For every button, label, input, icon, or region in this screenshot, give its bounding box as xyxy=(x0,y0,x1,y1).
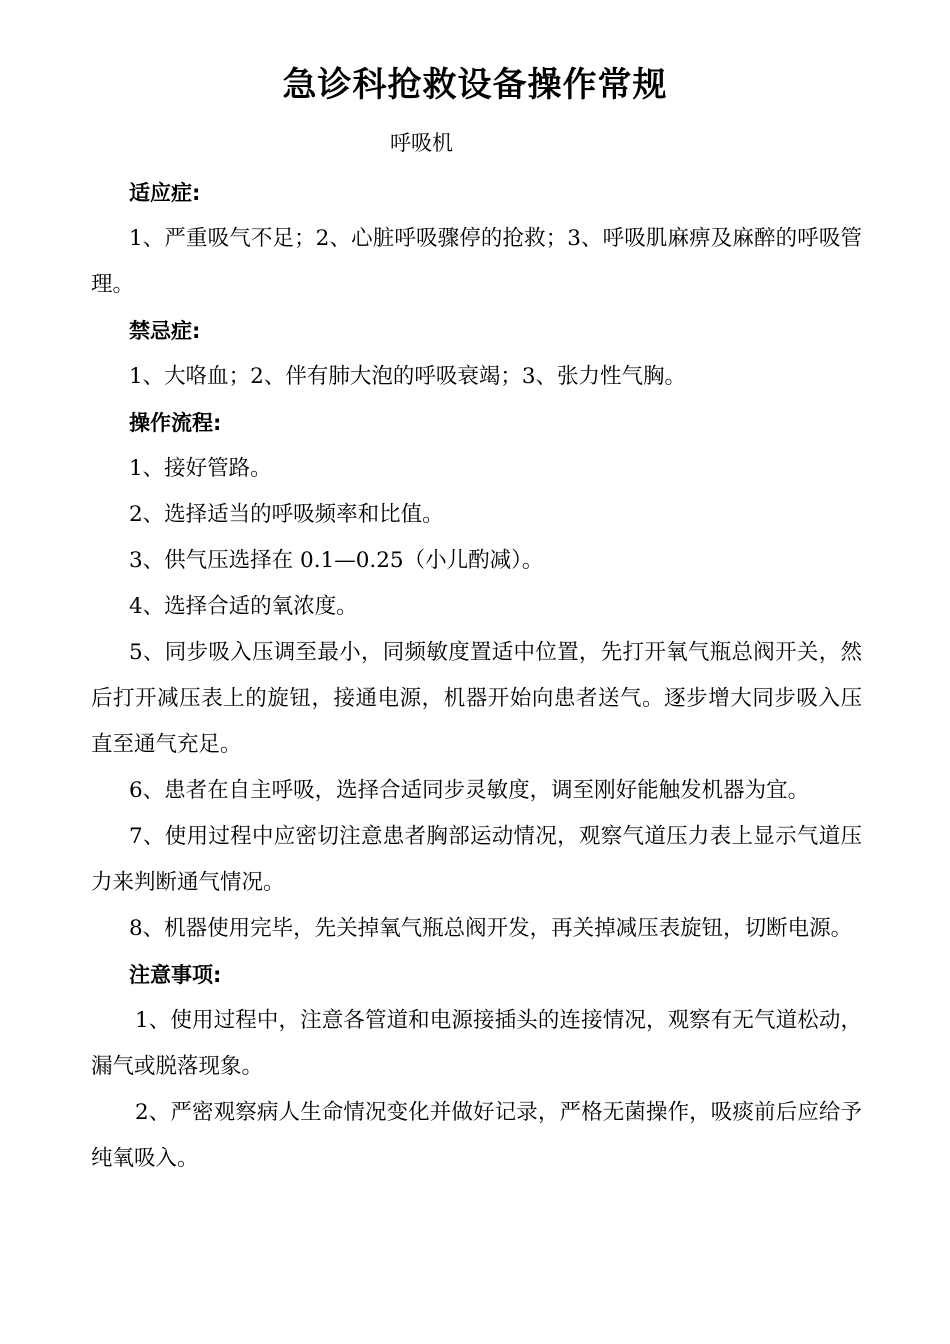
paragraph: 1、严重吸气不足；2、心脏呼吸骤停的抢救；3、呼吸肌麻痹及麻醉的呼吸管理。 xyxy=(91,226,862,297)
paragraph: 1、使用过程中，注意各管道和电源接插头的连接情况，观察有无气道松动，漏气或脱落现象。 xyxy=(91,1008,862,1079)
section-heading: 适应症: xyxy=(129,181,201,205)
section-heading: 禁忌症: xyxy=(129,319,201,343)
section-procedure xyxy=(91,400,862,952)
page-title: 急诊科抢救设备操作常规 xyxy=(282,65,668,105)
section-heading: 操作流程: xyxy=(129,411,222,435)
section-indications xyxy=(91,170,862,308)
paragraph: 7、使用过程中应密切注意患者胸部运动情况，观察气道压力表上显示气道压力来判断通气情况。 xyxy=(91,824,862,895)
paragraph: 6、患者在自主呼吸，选择合适同步灵敏度，调至刚好能触发机器为宜。 xyxy=(129,778,810,803)
paragraph: 2、选择适当的呼吸频率和比值。 xyxy=(129,502,444,527)
section-contraindications xyxy=(91,308,862,400)
document-body xyxy=(91,170,862,1182)
paragraph: 8、机器使用完毕，先关掉氧气瓶总阀开发，再关掉减压表旋钮，切断电源。 xyxy=(129,916,853,941)
page-subtitle: 呼吸机 xyxy=(390,131,453,155)
section-heading: 注意事项: xyxy=(129,963,222,987)
paragraph: 5、同步吸入压调至最小，同频敏度置适中位置，先打开氧气瓶总阀开关，然后打开减压表上的旋钮，接通电源，机器开始向患者送气。逐步增大同步吸入压直至通气充足。 xyxy=(91,640,862,757)
paragraph: 1、接好管路。 xyxy=(129,456,272,481)
paragraph: 4、选择合适的氧浓度。 xyxy=(129,594,358,619)
section-precautions xyxy=(91,952,862,1182)
paragraph: 1、大咯血；2、伴有肺大泡的呼吸衰竭；3、张力性气胸。 xyxy=(129,364,687,389)
paragraph: 3、供气压选择在 0.1—0.25（小儿酌减）。 xyxy=(129,548,544,573)
paragraph: 2、严密观察病人生命情况变化并做好记录，严格无菌操作，吸痰前后应给予纯氧吸入。 xyxy=(91,1100,862,1171)
